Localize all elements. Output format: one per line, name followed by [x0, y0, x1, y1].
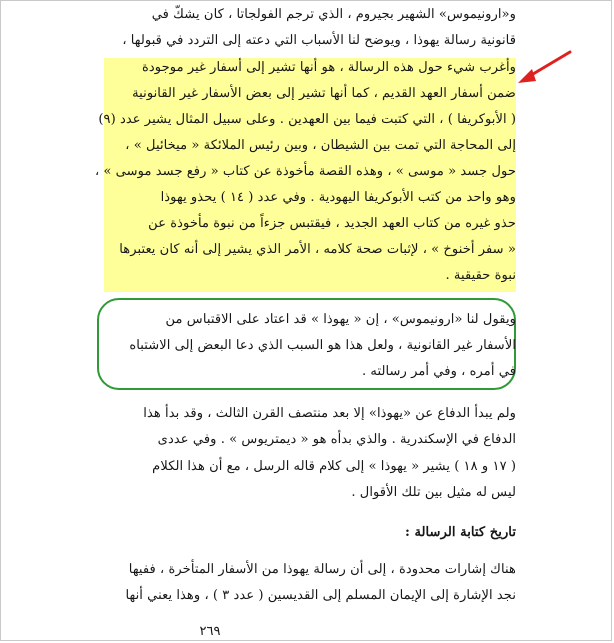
text-line: هناك إشارات محدودة ، إلى أن رسالة يهوذا من الأسفار المتأخرة ، ففيها	[128, 562, 516, 577]
highlighted-line: ضمن أسفار العهد القديم ، كما أنها تشير إلى بعض الأسفار غير القانونية	[132, 86, 516, 101]
section-heading: تاريخ كتابة الرسالة :	[404, 525, 516, 540]
highlighted-line: إلى المحاجة التي تمت بين الشيطان ، وبين رئيس الملائكة « ميخائيل » ،	[125, 138, 516, 153]
highlighted-line: وأغرب شيء حول هذه الرسالة ، هو أنها تشير إلى أسفار غير موجودة	[142, 60, 516, 75]
text-line: ولم يبدأ الدفاع عن «يهوذا» إلا بعد منتصف القرن الثالث ، وقد بدأ هذا	[143, 406, 516, 421]
boxed-line: في أمره ، وفي أمر رسالته .	[362, 364, 516, 379]
red-arrow-icon	[512, 48, 574, 88]
page-number: ٢٦٩	[199, 624, 221, 639]
highlighted-line: وهو واحد من كتب الأبوكريفا اليهودية . وفي عدد ( ١٤ ) يحذو يهوذا	[160, 190, 516, 205]
book-page	[94, 0, 516, 643]
text-line: و«ارونيموس» الشهير بجيروم ، الذي ترجم الفولجاتا ، كان يشكّ في	[151, 7, 516, 22]
highlighted-line: « سفر أخنوخ » ، لإثبات صحة كلامه ، الأمر الذي يشير إلى أنه كان يعتبرها	[119, 242, 516, 257]
text-line: قانونية رسالة يهوذا ، ويوضح لنا الأسباب التي دعته إلى التردد في قبولها ،	[122, 33, 516, 48]
text-line: ليس له مثيل بين تلك الأقوال .	[351, 485, 516, 500]
highlighted-line: نبوة حقيقية .	[445, 268, 516, 283]
text-line: نجد الإشارة إلى الإيمان المسلم إلى القديسين ( عدد ٣ ) ، وهذا يعني أنها	[125, 588, 516, 603]
text-line: الدفاع في الإسكندرية . والذي بدأه هو « ديمتريوس » . وفي عددى	[157, 432, 516, 447]
highlighted-line: حول جسد « موسى » ، وهذه القصة مأخوذة عن كتاب « رفع جسد موسى » ،	[94, 164, 516, 179]
highlighted-line: ( الأبوكريفا ) ، التي كتبت فيما بين العهدين . وعلى سبيل المثال يشير عدد (٩)	[98, 112, 516, 127]
boxed-line: ويقول لنا «ارونيموس» ، إن « يهوذا » قد اعتاد على الاقتباس من	[165, 312, 516, 327]
highlighted-line: حذو غيره من كتاب العهد الجديد ، فيقتبس جزءاً من نبوة مأخوذة عن	[148, 216, 516, 231]
boxed-line: الأسفار غير القانونية ، ولعل هذا هو السبب الذي دعا البعض إلى الاشتباه	[129, 338, 516, 353]
text-line: ( ١٧ و ١٨ ) يشير « يهوذا » إلى كلام قاله الرسل ، مع أن هذا الكلام	[152, 459, 516, 474]
